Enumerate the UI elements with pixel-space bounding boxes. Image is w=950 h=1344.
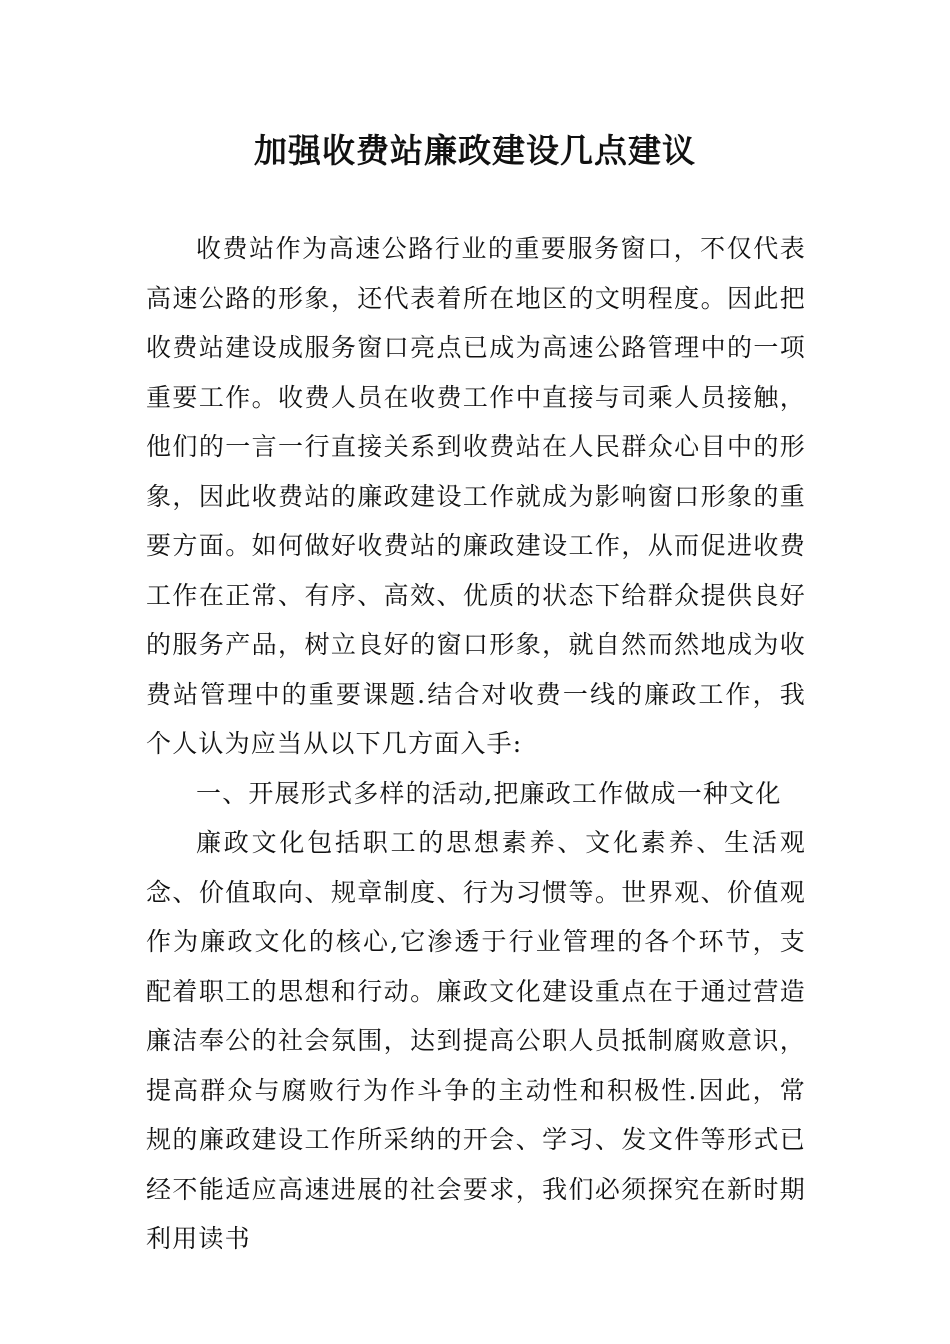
section-heading-1: 一、开展形式多样的活动,把廉政工作做成一种文化 bbox=[196, 778, 782, 808]
paragraph-section-1: 廉政文化包括职工的思想素养、文化素养、生活观念、价值取向、规章制度、行为习惯等。世界观、价值观作为廉政文化的核心,它渗透于行业管理的各个环节，支配着职工的思想和行动。廉政文化建设重点在于通过营造廉洁奉公的社会氛围，达到提高公职人员抵制腐败意识，提高群众与腐败行为作斗争的主动性和积极性.因此，常规的廉政建设工作所采纳的开会、学习、发文件等形式已经不能适应高速进展的社会要求，我们必须探究在新时期利用读书 bbox=[146, 828, 806, 1253]
document-title: 加强收费站廉政建设几点建议 bbox=[254, 131, 696, 170]
paragraph-intro: 收费站作为高速公路行业的重要服务窗口，不仅代表高速公路的形象，还代表着所在地区的文明程度。因此把收费站建设成服务窗口亮点已成为高速公路管理中的一项重要工作。收费人员在收费工作中直接与司乘人员接触，他们的一言一行直接关系到收费站在人民群众心目中的形象，因此收费站的廉政建设工作就成为影响窗口形象的重要方面。如何做好收费站的廉政建设工作，从而促进收费工作在正常、有序、高效、优质的状态下给群众提供良好的服务产品，树立良好的窗口形象，就自然而然地成为收费站管理中的重要课题.结合对收费一线的廉政工作，我个人认为应当从以下几方面入手: bbox=[146, 234, 806, 758]
document-body bbox=[146, 224, 806, 1264]
